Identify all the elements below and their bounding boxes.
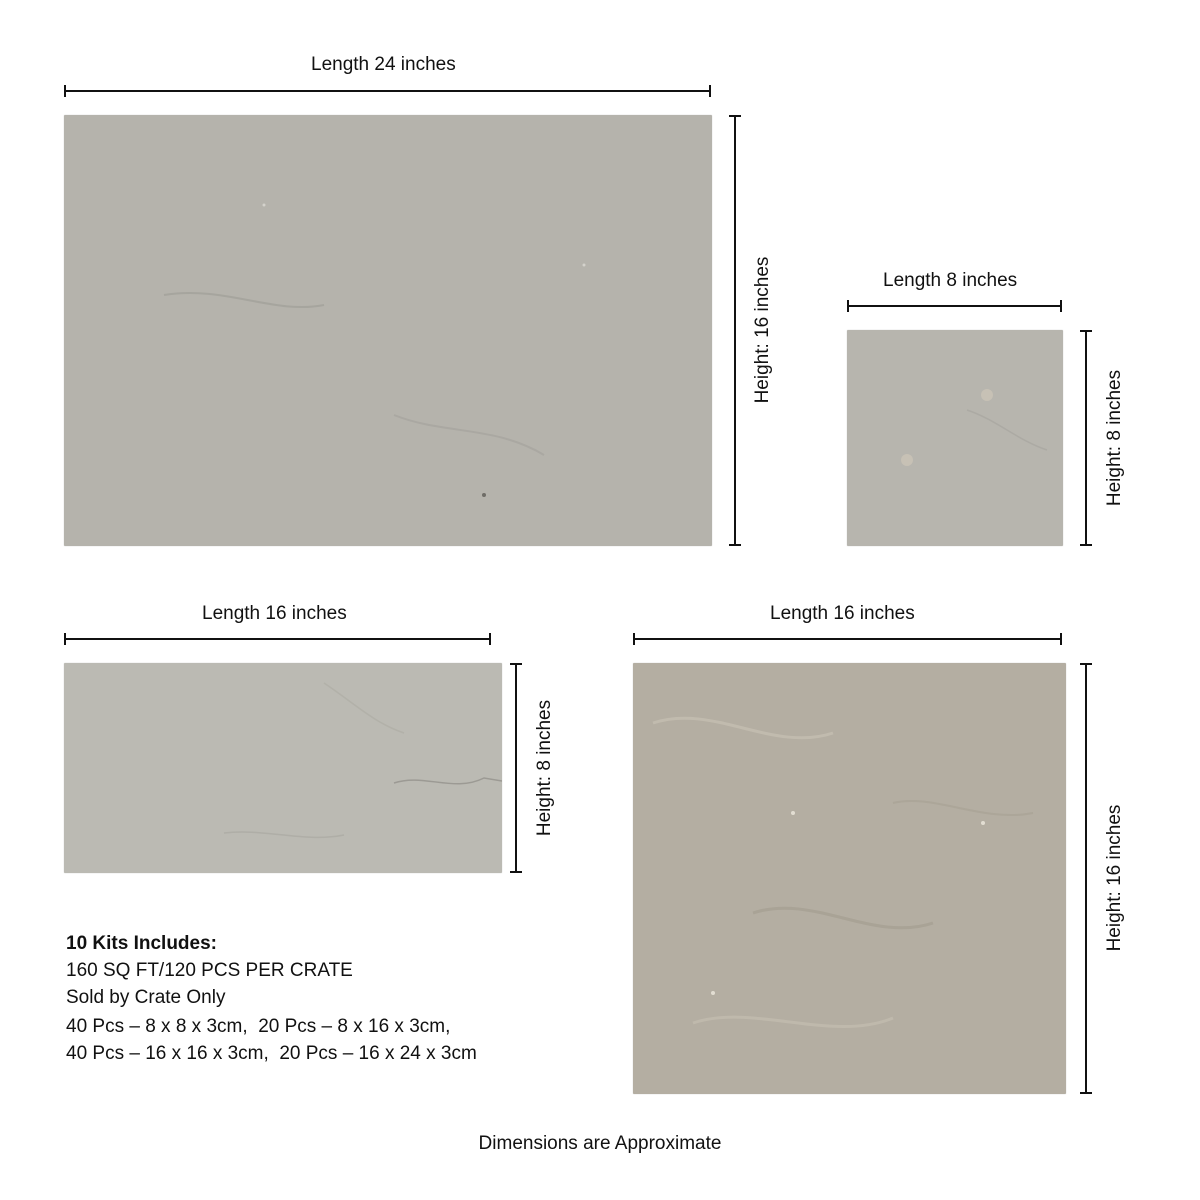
stone-4-height-dimension-line xyxy=(1085,663,1087,1094)
kit-heading: 10 Kits Includes: xyxy=(66,933,217,954)
kit-info xyxy=(66,930,477,1067)
stone-2-8x8-image xyxy=(847,330,1063,546)
stone-3-length-label: Length 16 inches xyxy=(202,603,347,624)
kit-line-pieces-2: 40 Pcs – 16 x 16 x 3cm, 20 Pcs – 16 x 24 x 3cm xyxy=(66,1043,477,1064)
stone-4-length-label: Length 16 inches xyxy=(770,603,915,624)
stone-1-height-dimension-line xyxy=(734,115,736,546)
footer-note: Dimensions are Approximate xyxy=(478,1133,722,1154)
stone-2-length-label: Length 8 inches xyxy=(883,270,1018,291)
stone-4-16x16-image xyxy=(633,663,1066,1094)
stone-2-height-label: Height: 8 inches xyxy=(1104,369,1125,507)
stone-4-length-dimension-line xyxy=(633,638,1062,640)
stone-1-length-dimension-line xyxy=(64,90,711,92)
stone-3-height-label: Height: 8 inches xyxy=(534,699,555,837)
stone-3-height-dimension-line xyxy=(515,663,517,873)
stone-2-length-dimension-line xyxy=(847,305,1062,307)
stone-1-height-label: Height: 16 inches xyxy=(752,256,773,404)
stone-1-length-label: Length 24 inches xyxy=(311,54,456,75)
kit-line-sold-by: Sold by Crate Only xyxy=(66,987,226,1008)
stone-1-24x16-image xyxy=(64,115,712,546)
stone-3-16x8-image xyxy=(64,663,502,873)
stone-4-height-label: Height: 16 inches xyxy=(1104,804,1125,952)
kit-line-pieces-1: 40 Pcs – 8 x 8 x 3cm, 20 Pcs – 8 x 16 x 3cm, xyxy=(66,1016,451,1037)
kit-line-coverage: 160 SQ FT/120 PCS PER CRATE xyxy=(66,960,353,981)
stone-3-length-dimension-line xyxy=(64,638,491,640)
stone-2-height-dimension-line xyxy=(1085,330,1087,546)
